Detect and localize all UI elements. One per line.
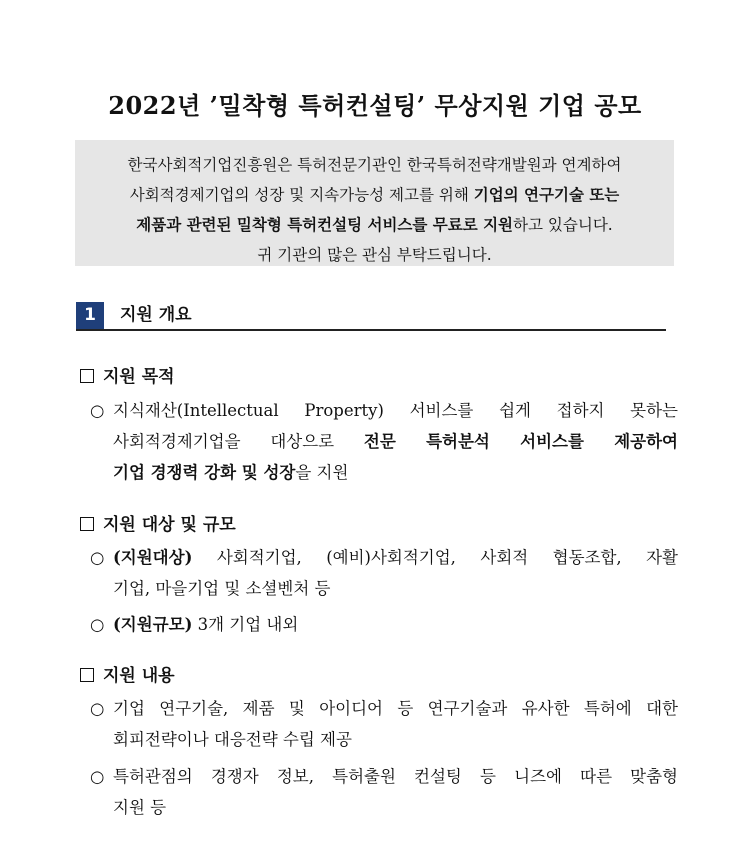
section-header bbox=[76, 302, 666, 331]
item-text: 지식재산(Intellectual Property) 서비스를 쉽게 접하지 못하는 bbox=[113, 401, 678, 420]
checkbox-square-icon bbox=[80, 517, 94, 531]
intro-text: 사회적경제기업의 성장 및 지속가능성 제고를 위해 bbox=[129, 186, 474, 204]
item-text-line bbox=[113, 457, 678, 488]
item-text: 기업 연구기술, 제품 및 아이디어 등 연구기술과 유사한 특허에 대한 bbox=[113, 699, 678, 718]
item-text: 지원 등 bbox=[113, 798, 167, 817]
section-number-badge: 1 bbox=[76, 302, 104, 329]
checkbox-square-icon bbox=[80, 369, 94, 383]
intro-text: 하고 있습니다. bbox=[513, 216, 613, 234]
item-text: 3개 기업 내외 bbox=[192, 615, 299, 634]
item-text-line bbox=[113, 426, 678, 457]
subsection-heading-text: 지원 목적 bbox=[103, 367, 175, 387]
item-emphasis: 기업 경쟁력 강화 및 성장 bbox=[113, 463, 296, 482]
section-title: 지원 개요 bbox=[120, 305, 192, 325]
item-label: (지원규모) bbox=[113, 615, 193, 634]
subsection-heading bbox=[80, 362, 175, 387]
intro-line bbox=[85, 180, 664, 210]
intro-line bbox=[85, 210, 664, 240]
intro-line bbox=[85, 150, 664, 180]
item-text: 회피전략이나 대응전략 수립 제공 bbox=[113, 730, 352, 749]
page-title: 2022년 ’밀착형 특허컨설팅’ 무상지원 기업 공모 bbox=[108, 91, 642, 120]
item-text: 사회적경제기업을 대상으로 bbox=[113, 432, 364, 451]
item-text: 기업, 마을기업 및 소셜벤처 등 bbox=[113, 579, 331, 598]
list-item bbox=[90, 542, 678, 604]
item-text: 을 지원 bbox=[295, 463, 349, 482]
checkbox-square-icon bbox=[80, 668, 94, 682]
intro-emphasis: 제품과 관련된 밀착형 특허컨설팅 서비스를 무료로 지원 bbox=[136, 215, 514, 234]
subsection-heading-text: 지원 내용 bbox=[103, 666, 175, 686]
item-text-line bbox=[113, 542, 678, 573]
subsection-heading bbox=[80, 661, 175, 686]
item-emphasis: 전문 특허분석 서비스를 제공하여 bbox=[363, 432, 678, 451]
circle-bullet-icon: ○ bbox=[90, 548, 105, 567]
circle-bullet-icon: ○ bbox=[90, 699, 105, 718]
circle-bullet-icon: ○ bbox=[90, 767, 105, 786]
subsection-heading bbox=[80, 510, 236, 535]
intro-text: 한국사회적기업진흥원은 특허전문기관인 한국특허전략개발원과 연계하여 bbox=[127, 156, 622, 174]
item-label: (지원대상) bbox=[113, 548, 193, 567]
item-text: 사회적기업, (예비)사회적기업, 사회적 협동조합, 자활 bbox=[192, 548, 678, 567]
subsection-heading-text: 지원 대상 및 규모 bbox=[103, 515, 236, 535]
list-item bbox=[90, 395, 678, 488]
list-item bbox=[90, 609, 678, 640]
intro-emphasis: 기업의 연구기술 또는 bbox=[473, 185, 620, 204]
intro-box bbox=[75, 140, 674, 266]
circle-bullet-icon: ○ bbox=[90, 615, 105, 634]
intro-line bbox=[85, 240, 664, 270]
circle-bullet-icon: ○ bbox=[90, 401, 105, 420]
list-item bbox=[90, 693, 678, 755]
list-item bbox=[90, 761, 678, 823]
item-text-line bbox=[113, 609, 678, 640]
intro-text: 귀 기관의 많은 관심 부탁드립니다. bbox=[257, 246, 492, 264]
item-text: 특허관점의 경쟁자 정보, 특허출원 컨설팅 등 니즈에 따른 맞춤형 bbox=[113, 767, 678, 786]
